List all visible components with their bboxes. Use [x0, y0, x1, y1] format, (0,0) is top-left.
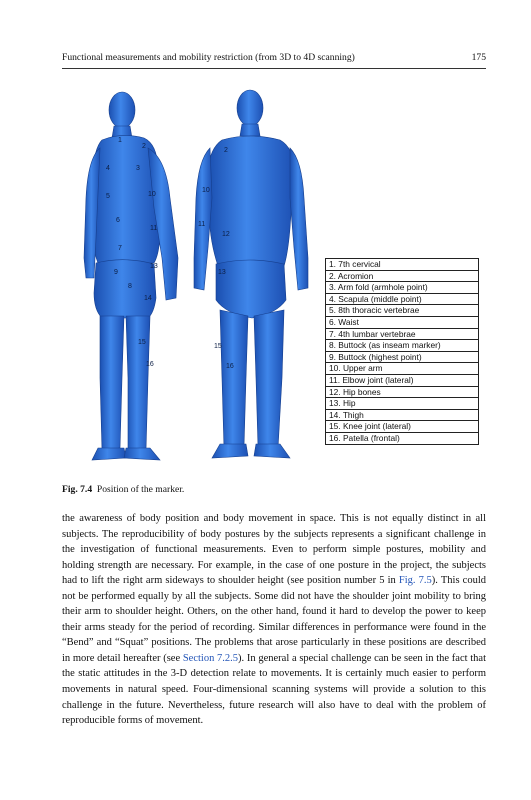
marker-front-13: 13 — [218, 269, 226, 276]
body-text-part-3: ). In general a special challenge can be seen in the fact that the static attitudes in the 3-D detection relate to movements. It is certainly much easier to perform movements in natural speed. Four-dimensional scanning systems will provide a solution to this challenge in the future. Nevertheless, future research will also have to deal with the problem of reproducible forms of movement. — [62, 652, 486, 727]
figure-caption — [62, 484, 184, 495]
marker-back-3: 3 — [136, 165, 140, 172]
marker-front-12: 12 — [222, 231, 230, 238]
legend-item: 1. 7th cervical — [326, 259, 478, 271]
marker-back-8: 8 — [128, 283, 132, 290]
body-text-part-1: the awareness of body position and body movement in space. This is not equally distinct in all subjects. The reproducibility of body postures by the subjects represents a significant challenge in the investigation of functional measurements. Even to perform simple postures, mobility and holding strength are necessary. For example, in the case of one posture in the project, the subjects had to lift the right arm sideways to shoulder height (see position number 5 in — [62, 513, 486, 587]
marker-front-2: 2 — [224, 147, 228, 154]
running-header — [62, 52, 486, 63]
marker-front-10: 10 — [202, 187, 210, 194]
header-rule — [62, 68, 486, 69]
marker-front-16: 16 — [226, 363, 234, 370]
marker-back-1: 1 — [118, 137, 122, 144]
marker-legend — [325, 258, 479, 445]
page-number: 175 — [471, 52, 486, 63]
section-reference-link[interactable]: Section 7.2.5 — [182, 652, 239, 664]
legend-item: 4. Scapula (middle point) — [326, 294, 478, 306]
marker-back-14: 14 — [144, 295, 152, 302]
body-paragraph — [62, 511, 486, 729]
legend-item: 15. Knee joint (lateral) — [326, 421, 478, 433]
marker-back-5: 5 — [106, 193, 110, 200]
marker-back-6: 6 — [116, 217, 120, 224]
legend-item: 13. Hip — [326, 398, 478, 410]
legend-item: 10. Upper arm — [326, 363, 478, 375]
legend-item: 6. Waist — [326, 317, 478, 329]
legend-item: 12. Hip bones — [326, 387, 478, 399]
marker-back-9: 9 — [114, 269, 118, 276]
figure-reference-link[interactable]: Fig. 7.5 — [398, 575, 432, 587]
legend-item: 5. 8th thoracic vertebrae — [326, 305, 478, 317]
caption-text: Position of the marker. — [96, 484, 185, 495]
marker-front-15: 15 — [214, 343, 222, 350]
body-text-part-2: ). This could not be performed equally by all the subjects. Some did not have the shoulder joint mobility to bring their arm to shoulder height. Others, on the other hand, found it hard to develop the power to keep their arms steady for the period of recording. Similar differences in performance were found in the “Bend” and “Squat” positions. The problems that arose particularly in these positions are described in more detail hereafter (see — [62, 575, 486, 664]
marker-back-15: 15 — [138, 339, 146, 346]
front-view-figure — [194, 90, 308, 458]
body-text — [62, 511, 486, 729]
legend-item: 7. 4th lumbar vertebrae — [326, 329, 478, 341]
legend-item: 3. Arm fold (armhole point) — [326, 282, 478, 294]
marker-front-11: 11 — [198, 221, 206, 228]
legend-item: 9. Buttock (highest point) — [326, 352, 478, 364]
marker-back-4: 4 — [106, 165, 110, 172]
legend-item: 11. Elbow joint (lateral) — [326, 375, 478, 387]
legend-item: 8. Buttock (as inseam marker) — [326, 340, 478, 352]
marker-back-10: 10 — [148, 191, 156, 198]
back-view-figure — [84, 92, 178, 460]
marker-back-11: 11 — [150, 225, 158, 232]
marker-back-13: 13 — [150, 263, 158, 270]
caption-label: Fig. 7.4 — [62, 484, 93, 495]
marker-back-7: 7 — [118, 245, 122, 252]
legend-item: 16. Patella (frontal) — [329, 432, 400, 443]
marker-back-2: 2 — [142, 143, 146, 150]
running-title: Functional measurements and mobility restriction (from 3D to 4D scanning) — [62, 52, 355, 63]
legend-item: 14. Thigh — [326, 410, 478, 422]
legend-item: 2. Acromion — [326, 271, 478, 283]
marker-back-16: 16 — [146, 361, 154, 368]
